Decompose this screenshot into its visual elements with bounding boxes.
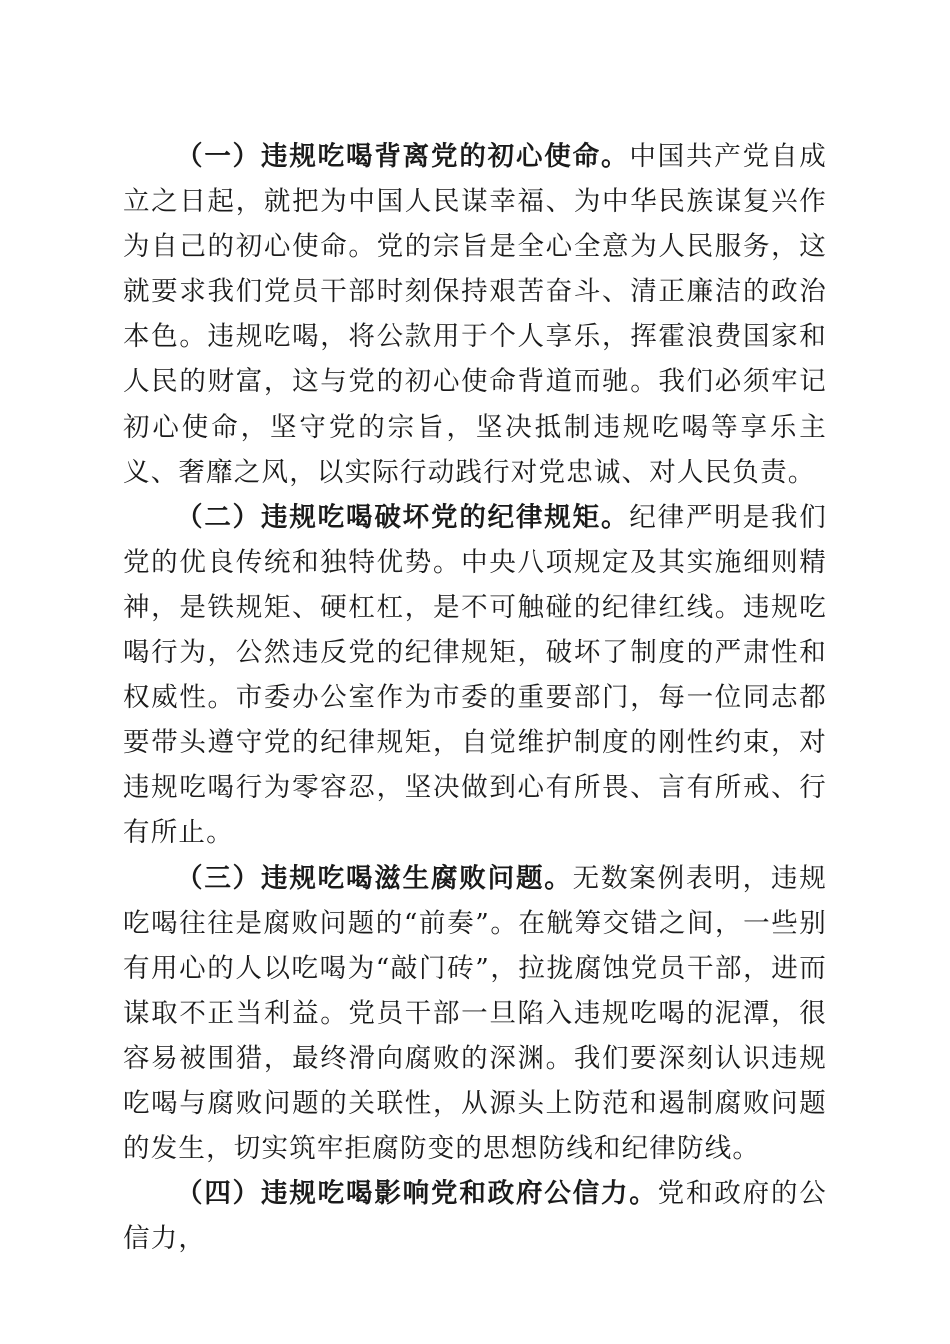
- paragraph-2-heading: （二）违规吃喝破坏党的纪律规矩。: [176, 501, 630, 533]
- paragraph-4-heading: （四）违规吃喝影响党和政府公信力。: [176, 1178, 658, 1210]
- paragraph-2: [123, 495, 827, 856]
- paragraph-3-heading: （三）违规吃喝滋生腐败问题。: [176, 862, 573, 894]
- document-page: [123, 134, 827, 1261]
- paragraph-4-body: 党和政府的公信力，: [123, 1178, 827, 1255]
- paragraph-3-body: 无数案例表明，违规吃喝往往是腐败问题的“前奏”。在觥筹交错之间，一些别有用心的人以吃喝为“敲门砖”，拉拢腐蚀党员干部，进而谋取不正当利益。党员干部一旦陷入违规吃喝的泥潭，很容易被围猎，最终滑向腐败的深渊。我们要深刻认识违规吃喝与腐败问题的关联性，从源头上防范和遏制腐败问题的发生，切实筑牢拒腐防变的思想防线和纪律防线。: [123, 862, 827, 1165]
- paragraph-1: [123, 134, 827, 495]
- paragraph-2-body: 纪律严明是我们党的优良传统和独特优势。中央八项规定及其实施细则精神，是铁规矩、硬杠杠，是不可触碰的纪律红线。违规吃喝行为，公然违反党的纪律规矩，破坏了制度的严肃性和权威性。市委办公室作为市委的重要部门，每一位同志都要带头遵守党的纪律规矩，自觉维护制度的刚性约束，对违规吃喝行为零容忍，坚决做到心有所畏、言有所戒、行有所止。: [123, 501, 828, 849]
- paragraph-4: [123, 1171, 827, 1261]
- paragraph-1-heading: （一）违规吃喝背离党的初心使命。: [176, 141, 630, 172]
- paragraph-3: [123, 856, 827, 1172]
- paragraph-1-body: 中国共产党自成立之日起，就把为中国人民谋幸福、为中华民族谋复兴作为自己的初心使命。党的宗旨是全心全意为人民服务，这就要求我们党员干部时刻保持艰苦奋斗、清正廉洁的政治本色。违规吃喝，将公款用于个人享乐，挥霍浪费国家和人民的财富，这与党的初心使命背道而驰。我们必须牢记初心使命，坚守党的宗旨，坚决抵制违规吃喝等享乐主义、奢靡之风，以实际行动践行对党忠诚、对人民负责。: [123, 141, 828, 488]
